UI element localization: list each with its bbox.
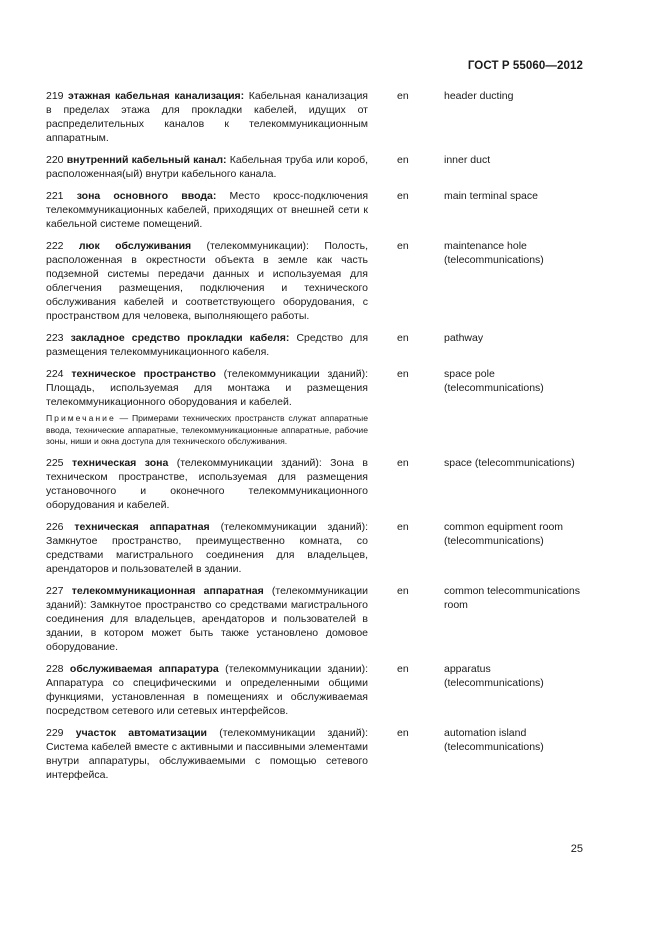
term-number: 219 [46, 90, 64, 102]
term-entry-219 [46, 89, 586, 145]
term-name: закладное средство прокладки кабеля: [70, 332, 290, 344]
term-qualifier: (телекоммуникации зданий): [46, 584, 368, 611]
term-text: Средство для размещения телекоммуникационного кабеля. [46, 332, 368, 358]
term-definition [46, 367, 368, 448]
english-equivalent: main terminal space [444, 190, 538, 202]
term-text: Площадь, используемая для монтажа и размещения телекоммуникационного оборудования и кабелей. [46, 382, 368, 408]
term-number: 229 [46, 726, 64, 739]
term-qualifier: (телекоммуникации зданий): [176, 456, 322, 469]
term-entry-224 [46, 367, 586, 448]
term-number: 222 [46, 240, 64, 252]
page-number: 25 [570, 843, 583, 855]
term-entry-221 [46, 189, 586, 231]
term-number: 220 [46, 154, 64, 166]
language-code: en [397, 90, 409, 102]
english-equivalent: header ducting [444, 90, 514, 102]
english-equivalent: common equipment room (telecommunications) [444, 520, 564, 547]
term-definition [46, 153, 368, 181]
term-text: Аппаратура со специфическими и определенными общими функциями, установленная в помещениях и обслуживаемая посредством сетевого или сетевых интерфейсов. [46, 676, 368, 717]
term-text: Зона в техническом пространстве, используемая для размещения установочного и оконечного телекоммуникационного оборудования и кабелей. [46, 456, 369, 511]
term-definition [46, 662, 368, 718]
term-definition [46, 89, 368, 145]
language-code: en [397, 368, 409, 380]
term-number: 225 [46, 456, 64, 469]
term-number: 223 [46, 332, 64, 344]
term-qualifier: (телекоммуникации зданий): [223, 368, 369, 380]
term-definition [46, 239, 368, 323]
terms-list [46, 89, 586, 790]
term-entry-228 [46, 662, 586, 718]
english-equivalent: pathway [444, 332, 484, 344]
language-code: en [397, 456, 409, 469]
language-code: en [397, 332, 409, 344]
english-equivalent: maintenance hole (telecommunications) [444, 240, 544, 266]
term-name: зона основного ввода: [76, 190, 217, 202]
term-text: Место кросс-подключения телекоммуникационных кабелей, приходящих от внешней сети к кабельной системе помещений. [46, 190, 369, 230]
term-text: Замкнутое пространство со средствами магистрального соединения для владельцев, арендаторов и пользователей в здании, в котором может быть также установлено домовое оборудование. [46, 598, 368, 653]
language-code: en [397, 726, 409, 739]
english-equivalent: automation island (telecommunications) [444, 726, 544, 753]
term-definition [46, 456, 368, 512]
term-number: 227 [46, 584, 64, 597]
note-label: Примечание [46, 413, 116, 423]
language-code: en [397, 190, 409, 202]
term-name: участок автоматизации [75, 726, 208, 739]
term-name: техническая зона [71, 456, 169, 469]
term-entry-222 [46, 239, 586, 323]
term-entry-227 [46, 584, 586, 654]
term-text: Кабельная труба или короб, расположенная(ый) внутри кабельного канала. [46, 154, 369, 180]
term-definition [46, 331, 368, 359]
term-name: телекоммуникационная аппаратная [71, 584, 264, 597]
term-text: Система кабелей вместе с активными и пассивными элементами внутри аппаратуры, обслуживаемыми с помощью сетевого интерфейса. [46, 740, 368, 781]
term-name: обслуживаемая аппаратура [69, 662, 219, 675]
term-entry-220 [46, 153, 586, 181]
term-name: люк обслуживания [78, 240, 192, 252]
language-code: en [397, 662, 409, 675]
term-entry-226 [46, 520, 586, 576]
language-code: en [397, 154, 409, 166]
term-qualifier: (телекоммуникации зданий): [219, 726, 368, 739]
term-number: 228 [46, 662, 64, 675]
term-note [46, 413, 368, 448]
term-entry-225 [46, 456, 586, 512]
term-text: Замкнутое пространство, преимущественно комната, со средствами магистрального соединения для владельцев, арендаторов и пользователей в здании. [46, 534, 368, 575]
english-equivalent: space pole (telecommunications) [444, 368, 544, 394]
language-code: en [397, 520, 409, 533]
term-definition [46, 584, 368, 654]
language-code: en [397, 584, 409, 597]
term-definition [46, 520, 368, 576]
term-qualifier: (телекоммуникации): [206, 240, 309, 252]
term-entry-223 [46, 331, 586, 359]
term-name: техническая аппаратная [74, 520, 210, 533]
term-definition [46, 726, 368, 782]
term-name: внутренний кабельный канал: [66, 154, 227, 166]
english-equivalent: common telecommunications room [444, 584, 580, 611]
term-definition [46, 189, 368, 231]
english-equivalent: inner duct [444, 154, 491, 166]
language-code: en [397, 240, 409, 252]
term-number: 226 [46, 520, 64, 533]
term-qualifier: (телекоммуникации здании): [225, 662, 369, 675]
term-text: Кабельная канализация в пределах этажа для прокладки кабелей, идущих от распределительных каналов к телекоммуникационным аппаратным. [46, 90, 368, 144]
term-name: этажная кабельная канализация: [68, 90, 245, 102]
document-header: ГОСТ Р 55060—2012 [467, 60, 583, 72]
term-text: Полость, расположенная в окрестности объекта в земле как часть подземной системы передачи данных и используемая для облегчения размещения, подключения и технического обслуживания кабелей и соответствующего оборудования, с пространством для человека, выполняющего работы. [46, 240, 368, 322]
term-number: 224 [46, 368, 64, 380]
english-equivalent: apparatus (telecommunications) [444, 662, 544, 689]
term-entry-229 [46, 726, 586, 782]
term-name: техническое пространство [71, 368, 216, 380]
note-text: — Примерами технических пространств служат аппаратные ввода, технические аппаратные, телекоммуникационные аппаратные, рабочие зоны, ниши и окна доступа для технического обслуживания. [46, 413, 368, 446]
term-number: 221 [46, 190, 64, 202]
english-equivalent: space (telecommunications) [444, 456, 575, 469]
term-qualifier: (телекоммуникации зданий): [220, 520, 368, 533]
